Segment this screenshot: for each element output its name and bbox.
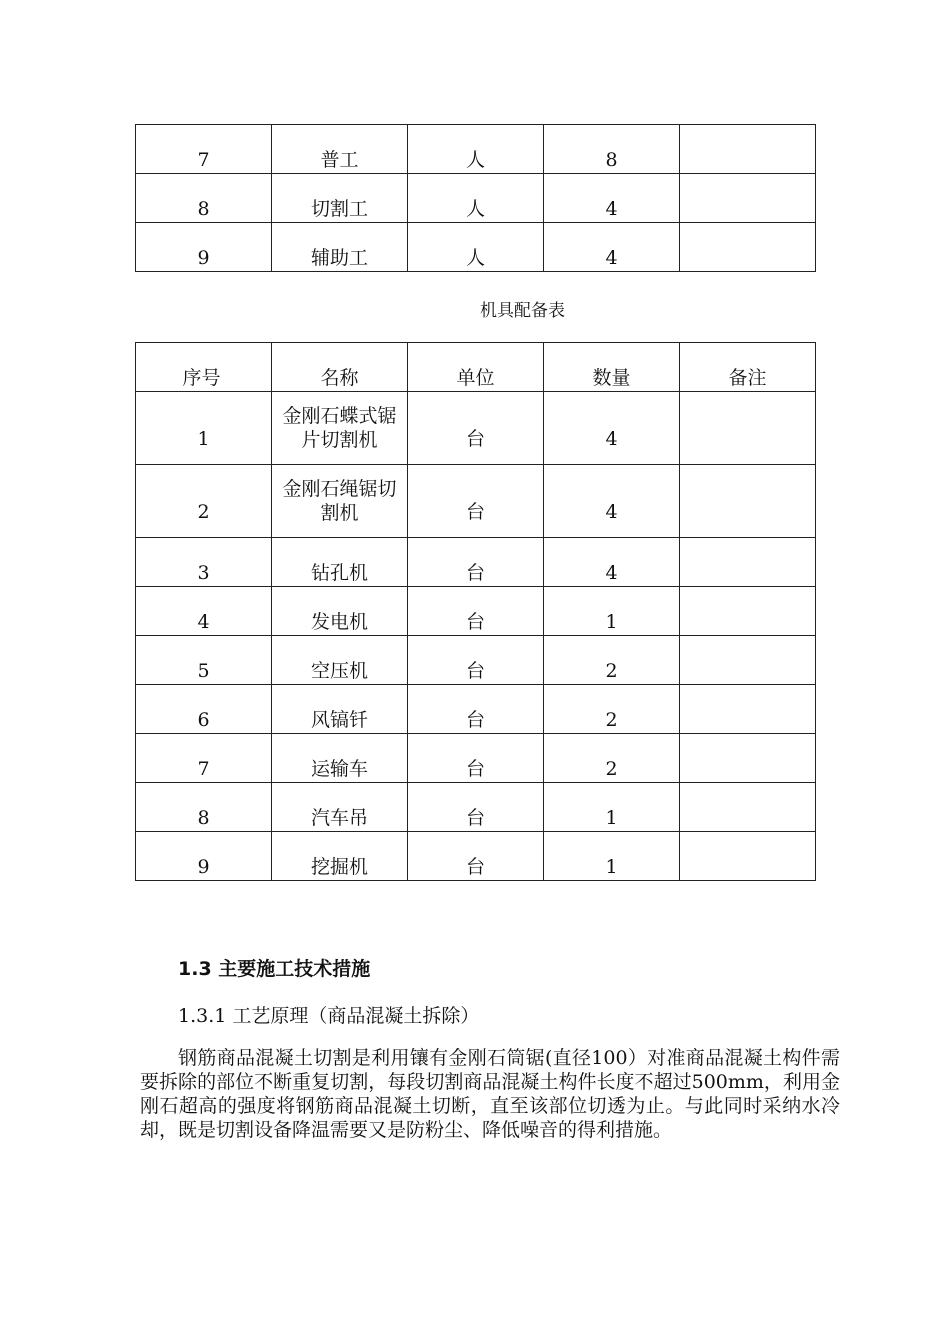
table-row	[136, 587, 816, 636]
cell-no: 8	[136, 174, 272, 223]
cell-remark	[680, 174, 816, 223]
cell-no: 8	[136, 783, 272, 832]
equipment-table	[135, 342, 816, 881]
cell-remark	[680, 832, 816, 881]
cell-no: 9	[136, 223, 272, 272]
cell-name: 挖掘机	[272, 832, 408, 881]
cell-unit: 台	[408, 587, 544, 636]
cell-qty: 2	[544, 734, 680, 783]
cell-name: 普工	[272, 125, 408, 174]
table-row	[136, 392, 816, 465]
cell-name: 汽车吊	[272, 783, 408, 832]
cell-qty: 1	[544, 783, 680, 832]
cell-qty: 8	[544, 125, 680, 174]
cell-unit: 人	[408, 174, 544, 223]
cell-remark	[680, 685, 816, 734]
table-row	[136, 465, 816, 538]
cell-unit: 台	[408, 636, 544, 685]
cell-name: 金刚石蝶式锯片切割机	[272, 392, 408, 465]
cell-qty: 2	[544, 636, 680, 685]
table-row	[136, 174, 816, 223]
cell-unit: 台	[408, 685, 544, 734]
header-remark: 备注	[680, 343, 816, 392]
staff-table	[135, 124, 816, 272]
cell-unit: 台	[408, 832, 544, 881]
cell-remark	[680, 734, 816, 783]
cell-remark	[680, 783, 816, 832]
cell-unit: 台	[408, 538, 544, 587]
cell-name: 发电机	[272, 587, 408, 636]
cell-unit: 台	[408, 783, 544, 832]
cell-name: 运输车	[272, 734, 408, 783]
cell-no: 2	[136, 465, 272, 538]
cell-no: 7	[136, 125, 272, 174]
section-heading: 1.3 主要施工技术措施	[178, 958, 371, 980]
cell-qty: 1	[544, 832, 680, 881]
body-paragraph: 钢筋商品混凝土切割是利用镶有金刚石筒锯(直径100）对准商品混凝土构件需要拆除的部位不断重复切割，每段切割商品混凝土构件长度不超过500mm，利用金刚石超高的强度将钢筋商品混凝土切断，直至该部位切透为止。与此同时采纳水冷却，既是切割设备降温需要又是防粉尘、降低噪音的得利措施。	[140, 1047, 840, 1141]
header-no: 序号	[136, 343, 272, 392]
cell-name: 辅助工	[272, 223, 408, 272]
cell-name: 空压机	[272, 636, 408, 685]
cell-qty: 1	[544, 587, 680, 636]
cell-no: 5	[136, 636, 272, 685]
cell-qty: 4	[544, 392, 680, 465]
cell-qty: 4	[544, 223, 680, 272]
header-qty: 数量	[544, 343, 680, 392]
cell-no: 3	[136, 538, 272, 587]
cell-qty: 2	[544, 685, 680, 734]
cell-remark	[680, 587, 816, 636]
cell-no: 1	[136, 392, 272, 465]
cell-name: 风镐钎	[272, 685, 408, 734]
subsection-heading: 1.3.1 工艺原理（商品混凝土拆除）	[178, 1005, 480, 1027]
cell-unit: 人	[408, 223, 544, 272]
cell-qty: 4	[544, 174, 680, 223]
cell-name: 切割工	[272, 174, 408, 223]
table-row	[136, 125, 816, 174]
cell-unit: 台	[408, 392, 544, 465]
header-unit: 单位	[408, 343, 544, 392]
cell-qty: 4	[544, 538, 680, 587]
cell-no: 9	[136, 832, 272, 881]
cell-no: 4	[136, 587, 272, 636]
table-row	[136, 832, 816, 881]
table-row	[136, 783, 816, 832]
cell-remark	[680, 392, 816, 465]
table-row	[136, 734, 816, 783]
cell-remark	[680, 125, 816, 174]
cell-unit: 台	[408, 734, 544, 783]
cell-qty: 4	[544, 465, 680, 538]
cell-no: 6	[136, 685, 272, 734]
header-name: 名称	[272, 343, 408, 392]
cell-name: 金刚石绳锯切割机	[272, 465, 408, 538]
cell-name: 钻孔机	[272, 538, 408, 587]
table-row	[136, 685, 816, 734]
table-row	[136, 636, 816, 685]
table-header-row	[136, 343, 816, 392]
cell-no: 7	[136, 734, 272, 783]
table-row	[136, 223, 816, 272]
table-caption: 机具配备表	[480, 301, 565, 321]
cell-remark	[680, 636, 816, 685]
cell-unit: 人	[408, 125, 544, 174]
cell-remark	[680, 223, 816, 272]
cell-remark	[680, 538, 816, 587]
cell-remark	[680, 465, 816, 538]
table-row	[136, 538, 816, 587]
cell-unit: 台	[408, 465, 544, 538]
